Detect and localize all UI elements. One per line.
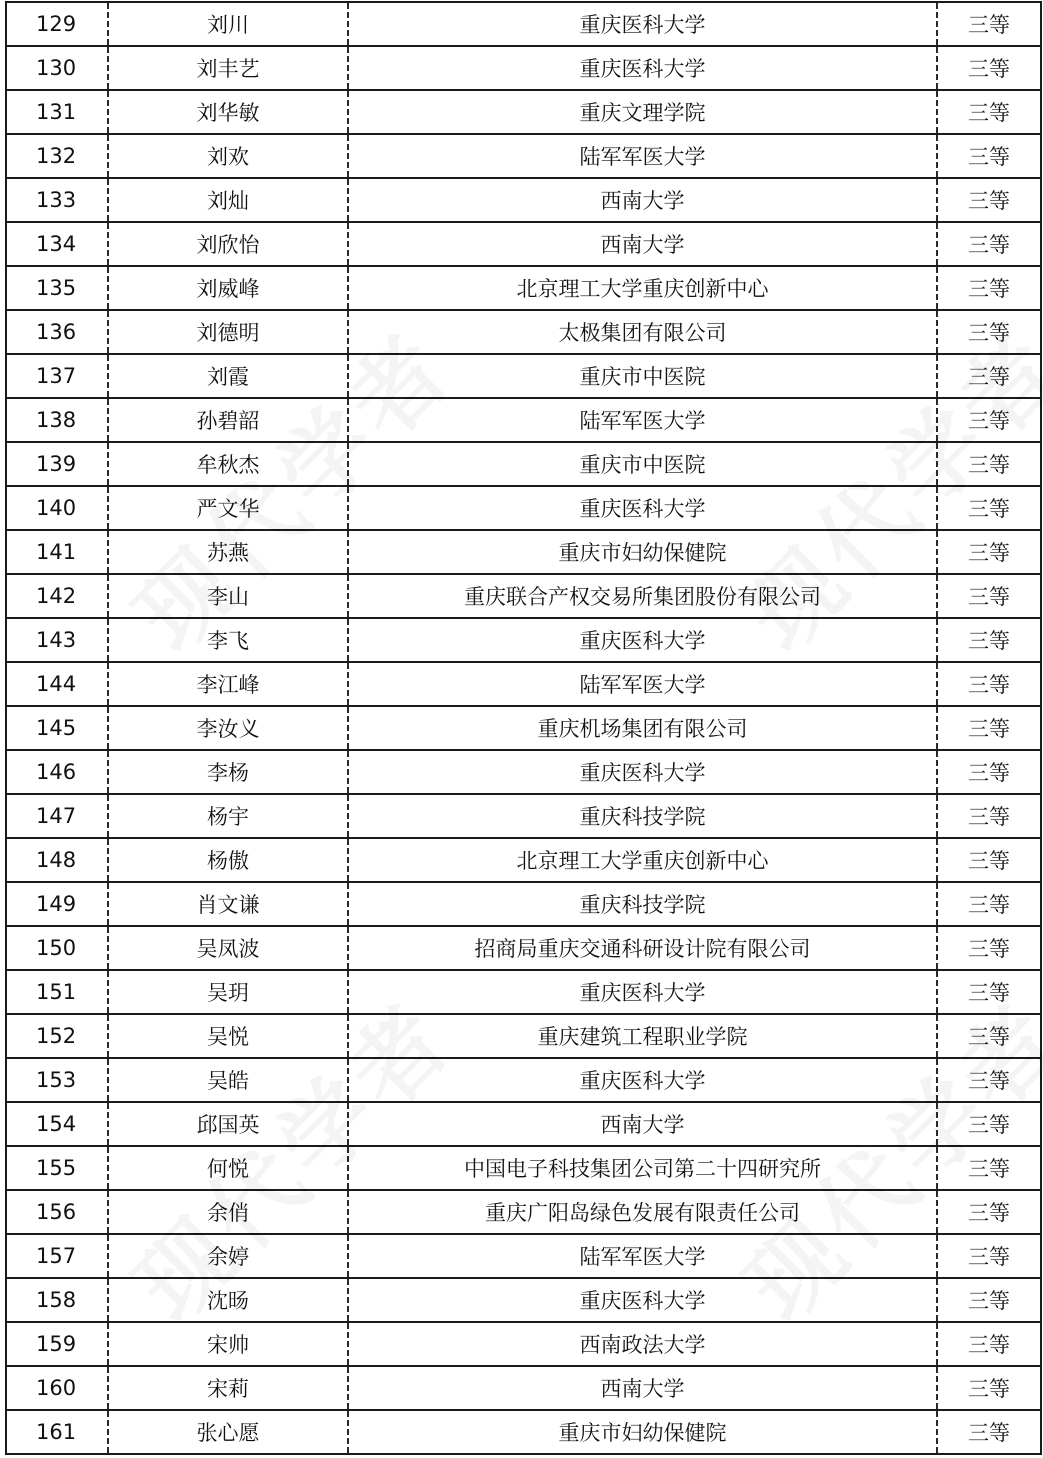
award-grade-cell: 三等 <box>937 354 1041 398</box>
row-number-cell: 132 <box>6 134 108 178</box>
table-row <box>6 838 1041 882</box>
table-row <box>6 618 1041 662</box>
organization-cell: 陆军军医大学 <box>348 1234 937 1278</box>
row-number-cell: 133 <box>6 178 108 222</box>
organization-cell: 重庆市中医院 <box>348 354 937 398</box>
table-row <box>6 1410 1041 1454</box>
table-row <box>6 222 1041 266</box>
name-cell: 吴皓 <box>108 1058 348 1102</box>
award-grade-cell: 三等 <box>937 1322 1041 1366</box>
name-cell: 刘威峰 <box>108 266 348 310</box>
name-cell: 何悦 <box>108 1146 348 1190</box>
award-grade-cell: 三等 <box>937 266 1041 310</box>
name-cell: 李汝义 <box>108 706 348 750</box>
organization-cell: 陆军军医大学 <box>348 398 937 442</box>
award-grade-cell: 三等 <box>937 1190 1041 1234</box>
name-cell: 严文华 <box>108 486 348 530</box>
name-cell: 余婷 <box>108 1234 348 1278</box>
name-cell: 孙碧韶 <box>108 398 348 442</box>
organization-cell: 重庆医科大学 <box>348 486 937 530</box>
organization-cell: 重庆医科大学 <box>348 618 937 662</box>
award-grade-cell: 三等 <box>937 1014 1041 1058</box>
organization-cell: 重庆医科大学 <box>348 1278 937 1322</box>
award-grade-cell: 三等 <box>937 1366 1041 1410</box>
table-row <box>6 266 1041 310</box>
row-number-cell: 150 <box>6 926 108 970</box>
organization-cell: 重庆文理学院 <box>348 90 937 134</box>
award-grade-cell: 三等 <box>937 90 1041 134</box>
table-row <box>6 970 1041 1014</box>
award-grade-cell: 三等 <box>937 970 1041 1014</box>
awards-table <box>5 1 1042 1455</box>
row-number-cell: 130 <box>6 46 108 90</box>
table-row <box>6 530 1041 574</box>
organization-cell: 西南大学 <box>348 178 937 222</box>
row-number-cell: 153 <box>6 1058 108 1102</box>
table-row <box>6 398 1041 442</box>
row-number-cell: 147 <box>6 794 108 838</box>
organization-cell: 重庆科技学院 <box>348 882 937 926</box>
row-number-cell: 135 <box>6 266 108 310</box>
name-cell: 刘华敏 <box>108 90 348 134</box>
table-row <box>6 178 1041 222</box>
award-grade-cell: 三等 <box>937 1146 1041 1190</box>
organization-cell: 西南大学 <box>348 222 937 266</box>
row-number-cell: 152 <box>6 1014 108 1058</box>
organization-cell: 重庆机场集团有限公司 <box>348 706 937 750</box>
award-grade-cell: 三等 <box>937 1058 1041 1102</box>
table-row <box>6 1102 1041 1146</box>
organization-cell: 重庆市妇幼保健院 <box>348 530 937 574</box>
name-cell: 刘欣怡 <box>108 222 348 266</box>
organization-cell: 中国电子科技集团公司第二十四研究所 <box>348 1146 937 1190</box>
table-row <box>6 310 1041 354</box>
table-row <box>6 662 1041 706</box>
organization-cell: 重庆市中医院 <box>348 442 937 486</box>
name-cell: 刘欢 <box>108 134 348 178</box>
name-cell: 刘德明 <box>108 310 348 354</box>
organization-cell: 招商局重庆交通科研设计院有限公司 <box>348 926 937 970</box>
name-cell: 杨傲 <box>108 838 348 882</box>
row-number-cell: 134 <box>6 222 108 266</box>
table-row <box>6 442 1041 486</box>
row-number-cell: 140 <box>6 486 108 530</box>
name-cell: 吴玥 <box>108 970 348 1014</box>
table-row <box>6 926 1041 970</box>
table-row <box>6 706 1041 750</box>
award-grade-cell: 三等 <box>937 706 1041 750</box>
row-number-cell: 155 <box>6 1146 108 1190</box>
name-cell: 宋莉 <box>108 1366 348 1410</box>
name-cell: 李杨 <box>108 750 348 794</box>
name-cell: 刘丰艺 <box>108 46 348 90</box>
award-grade-cell: 三等 <box>937 1102 1041 1146</box>
organization-cell: 重庆广阳岛绿色发展有限责任公司 <box>348 1190 937 1234</box>
name-cell: 吴凤波 <box>108 926 348 970</box>
row-number-cell: 142 <box>6 574 108 618</box>
row-number-cell: 141 <box>6 530 108 574</box>
name-cell: 宋帅 <box>108 1322 348 1366</box>
row-number-cell: 139 <box>6 442 108 486</box>
organization-cell: 重庆科技学院 <box>348 794 937 838</box>
award-grade-cell: 三等 <box>937 1234 1041 1278</box>
award-grade-cell: 三等 <box>937 1278 1041 1322</box>
organization-cell: 重庆建筑工程职业学院 <box>348 1014 937 1058</box>
award-grade-cell: 三等 <box>937 310 1041 354</box>
award-grade-cell: 三等 <box>937 486 1041 530</box>
award-grade-cell: 三等 <box>937 794 1041 838</box>
table-row <box>6 574 1041 618</box>
award-grade-cell: 三等 <box>937 178 1041 222</box>
award-grade-cell: 三等 <box>937 750 1041 794</box>
table-row <box>6 1366 1041 1410</box>
organization-cell: 北京理工大学重庆创新中心 <box>348 266 937 310</box>
organization-cell: 陆军军医大学 <box>348 662 937 706</box>
name-cell: 刘川 <box>108 2 348 46</box>
award-grade-cell: 三等 <box>937 134 1041 178</box>
name-cell: 牟秋杰 <box>108 442 348 486</box>
name-cell: 肖文谦 <box>108 882 348 926</box>
name-cell: 张心愿 <box>108 1410 348 1454</box>
award-grade-cell: 三等 <box>937 838 1041 882</box>
award-grade-cell: 三等 <box>937 618 1041 662</box>
organization-cell: 重庆医科大学 <box>348 1058 937 1102</box>
row-number-cell: 145 <box>6 706 108 750</box>
organization-cell: 重庆医科大学 <box>348 2 937 46</box>
row-number-cell: 146 <box>6 750 108 794</box>
table-row <box>6 134 1041 178</box>
row-number-cell: 158 <box>6 1278 108 1322</box>
organization-cell: 太极集团有限公司 <box>348 310 937 354</box>
organization-cell: 重庆联合产权交易所集团股份有限公司 <box>348 574 937 618</box>
table-row <box>6 354 1041 398</box>
table-row <box>6 486 1041 530</box>
row-number-cell: 156 <box>6 1190 108 1234</box>
table-row <box>6 1058 1041 1102</box>
organization-cell: 西南大学 <box>348 1102 937 1146</box>
award-grade-cell: 三等 <box>937 1410 1041 1454</box>
award-grade-cell: 三等 <box>937 222 1041 266</box>
name-cell: 李江峰 <box>108 662 348 706</box>
table-row <box>6 90 1041 134</box>
award-grade-cell: 三等 <box>937 398 1041 442</box>
table-row <box>6 1322 1041 1366</box>
organization-cell: 西南大学 <box>348 1366 937 1410</box>
row-number-cell: 138 <box>6 398 108 442</box>
name-cell: 刘霞 <box>108 354 348 398</box>
award-grade-cell: 三等 <box>937 574 1041 618</box>
name-cell: 余俏 <box>108 1190 348 1234</box>
organization-cell: 陆军军医大学 <box>348 134 937 178</box>
award-grade-cell: 三等 <box>937 662 1041 706</box>
award-grade-cell: 三等 <box>937 926 1041 970</box>
organization-cell: 重庆医科大学 <box>348 750 937 794</box>
name-cell: 李山 <box>108 574 348 618</box>
table-row <box>6 46 1041 90</box>
organization-cell: 北京理工大学重庆创新中心 <box>348 838 937 882</box>
table-row <box>6 1146 1041 1190</box>
row-number-cell: 160 <box>6 1366 108 1410</box>
award-grade-cell: 三等 <box>937 530 1041 574</box>
award-grade-cell: 三等 <box>937 442 1041 486</box>
name-cell: 李飞 <box>108 618 348 662</box>
table-row <box>6 1190 1041 1234</box>
organization-cell: 西南政法大学 <box>348 1322 937 1366</box>
name-cell: 沈旸 <box>108 1278 348 1322</box>
row-number-cell: 136 <box>6 310 108 354</box>
row-number-cell: 148 <box>6 838 108 882</box>
table-row <box>6 882 1041 926</box>
name-cell: 刘灿 <box>108 178 348 222</box>
name-cell: 邱国英 <box>108 1102 348 1146</box>
organization-cell: 重庆市妇幼保健院 <box>348 1410 937 1454</box>
name-cell: 吴悦 <box>108 1014 348 1058</box>
table-row <box>6 2 1041 46</box>
row-number-cell: 131 <box>6 90 108 134</box>
table-row <box>6 1278 1041 1322</box>
awards-table-body <box>6 2 1041 1454</box>
row-number-cell: 159 <box>6 1322 108 1366</box>
row-number-cell: 157 <box>6 1234 108 1278</box>
row-number-cell: 154 <box>6 1102 108 1146</box>
row-number-cell: 149 <box>6 882 108 926</box>
row-number-cell: 137 <box>6 354 108 398</box>
row-number-cell: 129 <box>6 2 108 46</box>
award-grade-cell: 三等 <box>937 2 1041 46</box>
name-cell: 苏燕 <box>108 530 348 574</box>
organization-cell: 重庆医科大学 <box>348 970 937 1014</box>
row-number-cell: 151 <box>6 970 108 1014</box>
table-row <box>6 1014 1041 1058</box>
name-cell: 杨宇 <box>108 794 348 838</box>
table-row <box>6 794 1041 838</box>
organization-cell: 重庆医科大学 <box>348 46 937 90</box>
row-number-cell: 144 <box>6 662 108 706</box>
table-row <box>6 1234 1041 1278</box>
row-number-cell: 161 <box>6 1410 108 1454</box>
award-grade-cell: 三等 <box>937 46 1041 90</box>
row-number-cell: 143 <box>6 618 108 662</box>
table-row <box>6 750 1041 794</box>
award-grade-cell: 三等 <box>937 882 1041 926</box>
